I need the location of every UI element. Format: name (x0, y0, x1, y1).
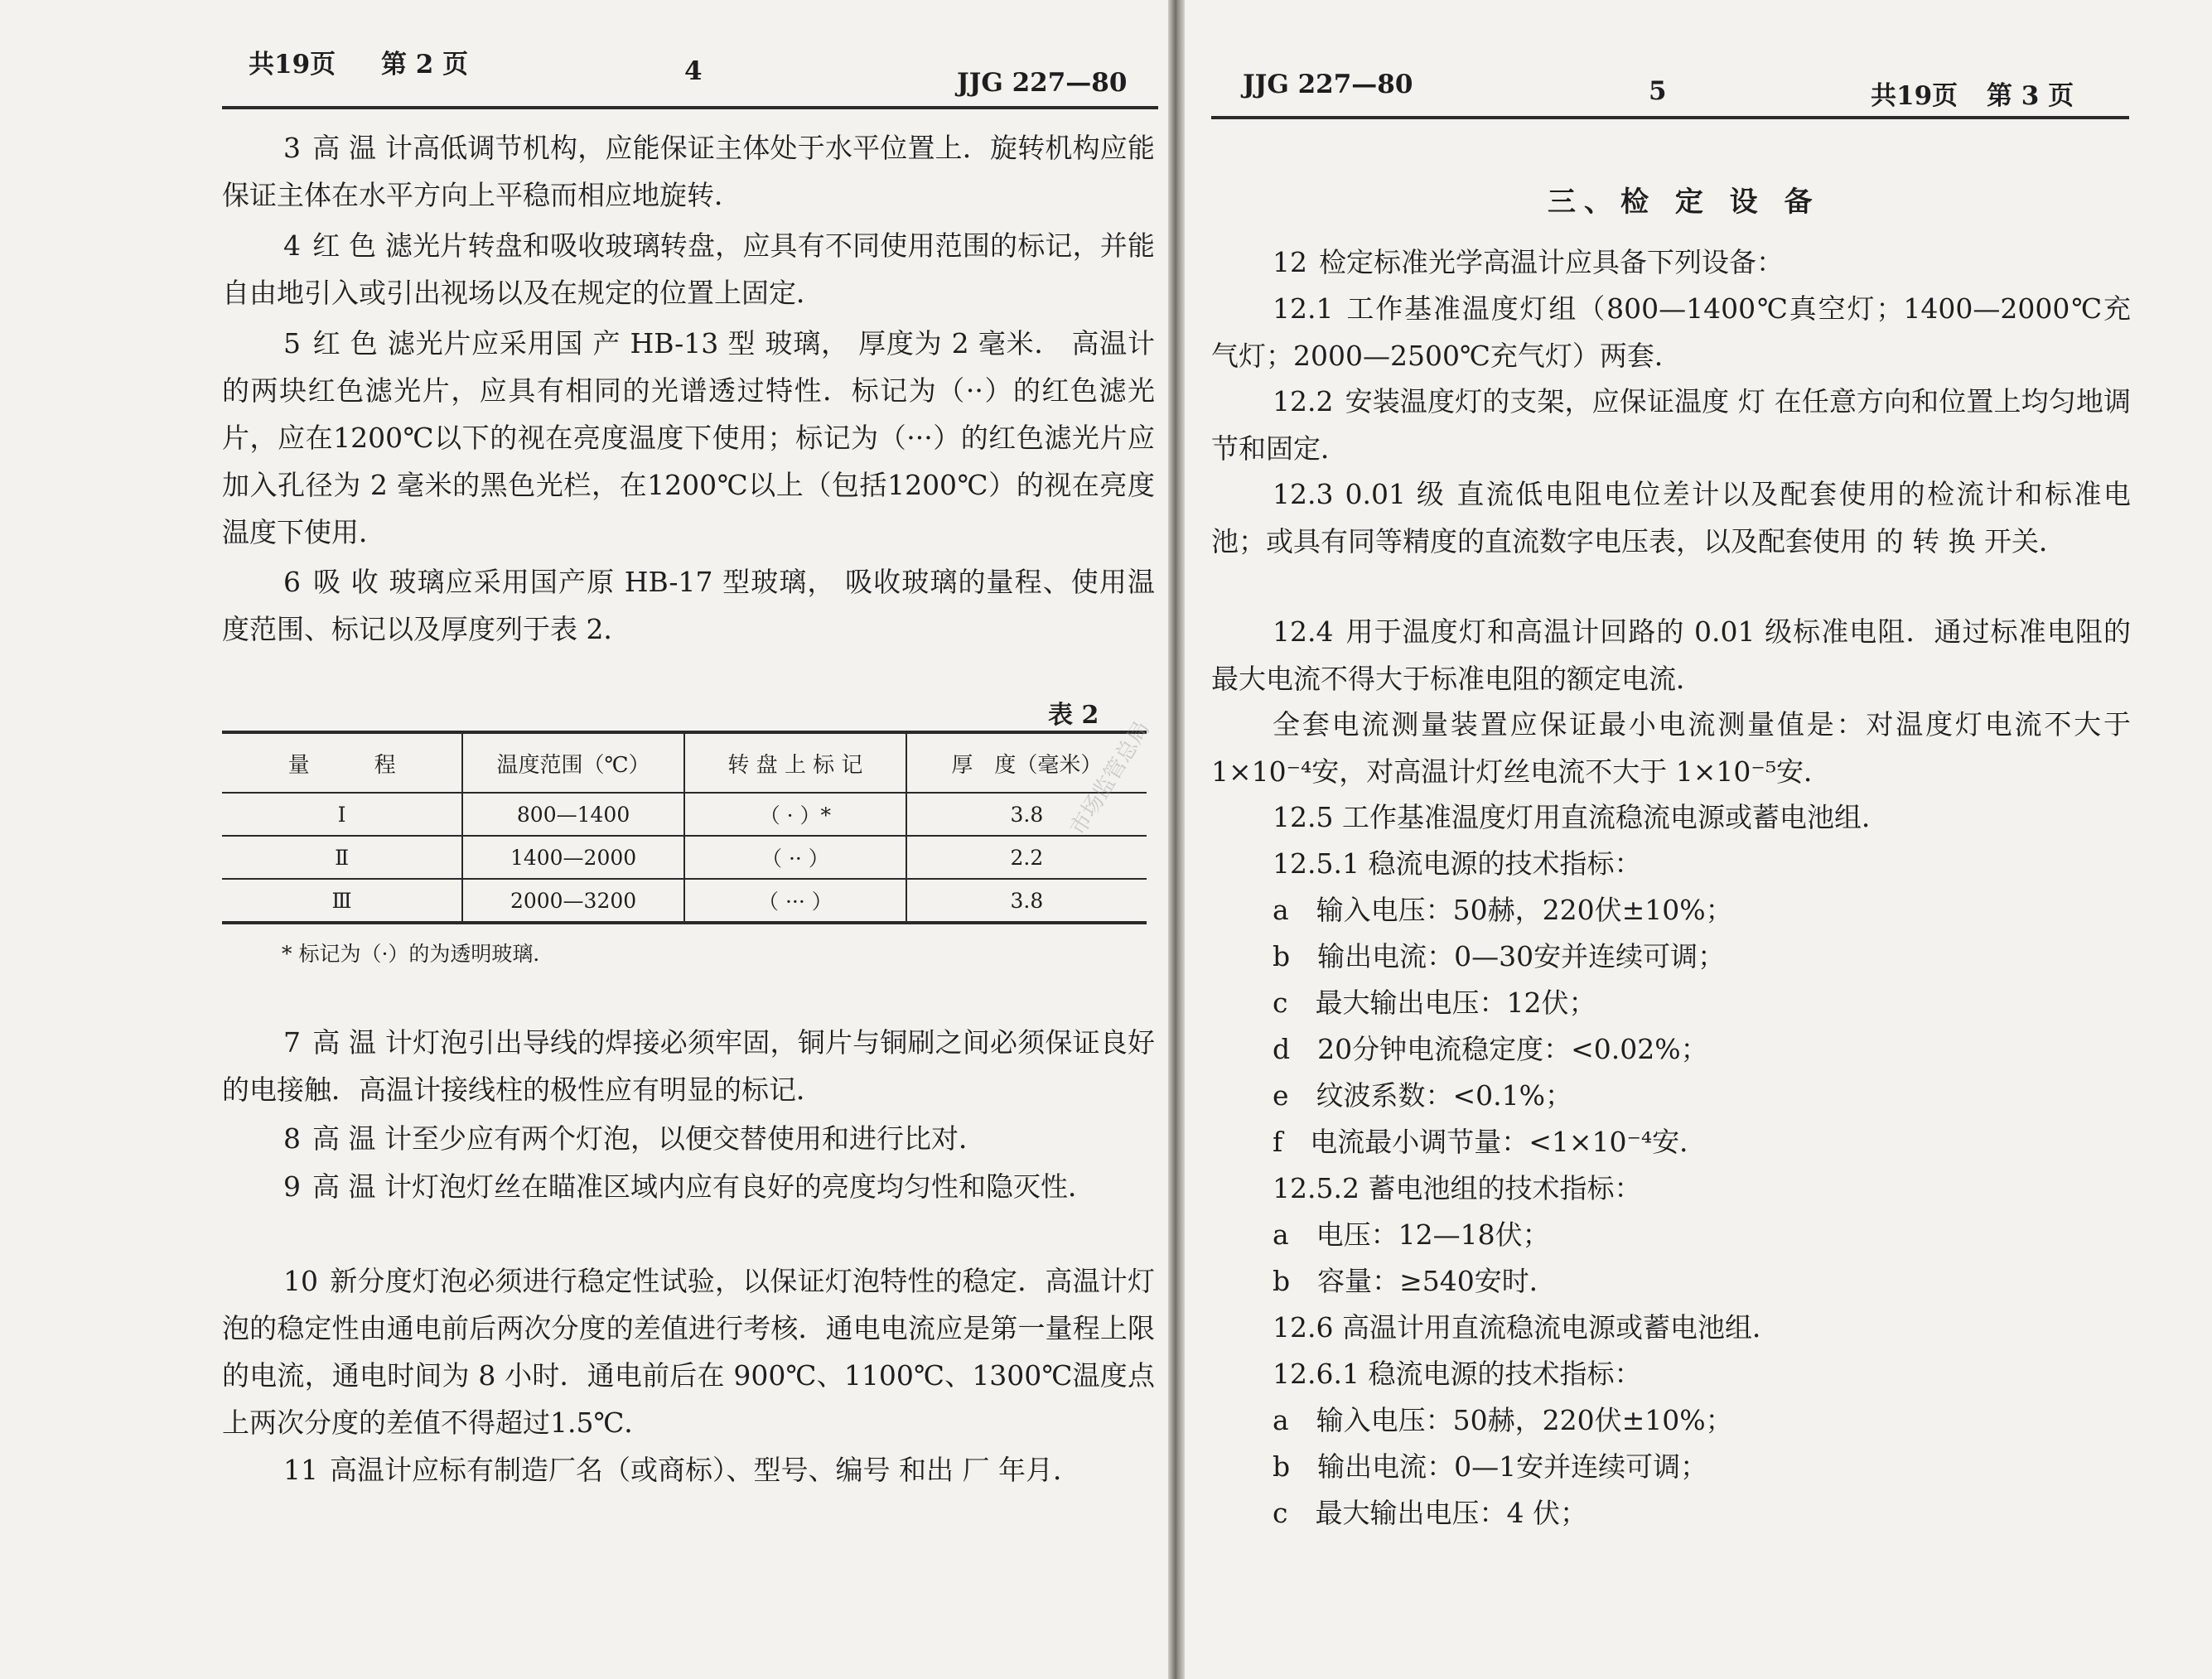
list-item: c 最大输出电压：4 伏； (1273, 1497, 1587, 1529)
list-item: 12.5 工作基准温度灯用直流稳流电源或蓄电池组． (1273, 801, 1889, 833)
list-item: a 输入电压：50赫，220伏±10%； (1273, 894, 1733, 926)
list-item: e 纹波系数：<0.1%； (1273, 1079, 1573, 1112)
right-paragraph-12-2: 12.2 安装温度灯的支架，应保证温度 灯 在任意方向和位置上均匀地调节和固定． (1211, 385, 2131, 465)
list-item: 12.5.1 稳流电源的技术指标： (1273, 847, 1642, 880)
table-header-temperature: 温度范围（℃） (462, 732, 684, 793)
right-paragraph-12: 12 检定标准光学高温计应具备下列设备： (1273, 246, 1784, 278)
table-cell: （ ··· ） (684, 879, 906, 923)
table-cell: 1400—2000 (462, 836, 684, 879)
list-item: f 电流最小调节量：<1×10⁻⁴安． (1273, 1126, 1707, 1158)
table-header-thickness: 厚 度（毫米） (906, 732, 1147, 793)
right-header-rule (1211, 116, 2129, 119)
table-cell: 2.2 (906, 836, 1147, 879)
left-header-rule (222, 106, 1158, 109)
left-paragraph-6: 6 吸 收 玻璃应采用国产原 HB-17 型玻璃， 吸收玻璃的量程、使用温度范围、标记以及厚度列于表 2． (222, 566, 1155, 645)
left-paragraph-10: 10 新分度灯泡必须进行稳定性试验，以保证灯泡特性的稳定．高温计灯泡的稳定性由通电前后两次分度的差值进行考核．通电电流应是第一量程上限的电流，通电时间为 8 小时．通电前后在 900℃、1100℃、1300℃温度点上两次分度的差值不得超过1.5℃． (222, 1265, 1155, 1439)
table-footnote: * 标记为（·）的为透明玻璃． (282, 942, 554, 966)
list-item: b 容量：≥540安时． (1273, 1265, 1557, 1297)
right-page-code: JJG 227—80 (1243, 70, 1413, 99)
list-item: a 输入电压：50赫，220伏±10%； (1273, 1404, 1733, 1436)
left-paragraph-3: 3 高 温 计高低调节机构，应能保证主体处于水平位置上．旋转机构应能保证主体在水平方向上平稳而相应地旋转． (222, 132, 1155, 211)
list-item: d 20分钟电流稳定度：<0.02%； (1273, 1033, 1708, 1065)
list-item: 12.5.2 蓄电池组的技术指标： (1273, 1172, 1642, 1204)
right-paragraph-12-1: 12.1 工作基准温度灯组（800—1400℃真空灯；1400—2000℃充气灯；2000—2500℃充气灯）两套． (1211, 292, 2131, 372)
table-cell: 3.8 (906, 879, 1147, 923)
watermark-stamp: 市场监管总局 (1065, 716, 1156, 840)
left-paragraph-9: 9 高 温 计灯泡灯丝在瞄准区域内应有良好的亮度均匀性和隐灭性． (283, 1170, 1095, 1203)
table-cell: Ⅲ (331, 888, 352, 913)
right-page-page: 第 3 页 (1987, 81, 2074, 111)
section-title: 三、检 定 设 备 (1548, 186, 1821, 219)
table-caption: 表 2 (1048, 701, 1099, 730)
table-2 (222, 731, 1147, 924)
table-cell: 3.8 (906, 793, 1147, 836)
right-paragraph-12-3: 12.3 0.01 级 直流低电阻电位差计以及配套使用的检流计和标准电池；或具有同等精度的直流数字电压表，以及配套使用 的 转 换 开关． (1211, 478, 2131, 557)
left-page-page: 第 2 页 (381, 50, 469, 80)
left-page-total: 共19页 (249, 50, 336, 80)
list-item: b 输出电流：0—30安并连续可调； (1273, 940, 1726, 972)
table-header-mark: 转 盘 上 标 记 (684, 732, 906, 793)
table-header-row (222, 732, 1147, 793)
right-page-number: 5 (1649, 76, 1667, 106)
left-paragraph-11: 11 高温计应标有制造厂名（或商标）、型号、编号 和出 厂 年月． (283, 1454, 1080, 1486)
right-page (1185, 0, 2212, 1679)
table-cell: （ · ）* (684, 793, 906, 836)
list-item: c 最大输出电压：12伏； (1273, 987, 1596, 1019)
list-item: b 输出电流：0—1安并连续可调； (1273, 1450, 1708, 1483)
left-page-code: JJG 227—80 (957, 68, 1128, 98)
right-paragraph-current: 全套电流测量装置应保证最小电流测量值是：对温度灯电流不大于1×10⁻⁴安，对高温计灯丝电流不大于 1×10⁻⁵安． (1211, 708, 2131, 788)
left-paragraph-7: 7 高 温 计灯泡引出导线的焊接必须牢固，铜片与铜刷之间必须保证良好的电接触．高温计接线柱的极性应有明显的标记． (222, 1026, 1155, 1106)
left-paragraph-8: 8 高 温 计至少应有两个灯泡，以便交替使用和进行比对． (283, 1122, 986, 1155)
left-paragraph-5: 5 红 色 滤光片应采用国 产 HB-13 型 玻璃， 厚度为 2 毫米． 高温计的两块红色滤光片，应具有相同的光谱透过特性．标记为（··）的红色滤光片，应在1200℃以下的视在亮度温度下使用；标记为（···）的红色滤光片应加入孔径为 2 毫米的黑色光栏，在1200℃以上（包括1200℃）的视在亮度温度下使用． (222, 327, 1155, 548)
list-item: a 电压：12—18伏； (1273, 1218, 1550, 1251)
right-paragraph-12-4: 12.4 用于温度灯和高温计回路的 0.01 级标准电阻．通过标准电阻的最大电流不得大于标准电阻的额定电流． (1211, 615, 2131, 695)
table-header-range: 量 程 (287, 752, 396, 778)
table-row (222, 836, 1147, 879)
right-page-total: 共19页 (1871, 81, 1958, 111)
table-cell: Ⅰ (337, 802, 346, 827)
table-cell: 800—1400 (462, 793, 684, 836)
table-cell: 2000—3200 (462, 879, 684, 923)
table-row (222, 793, 1147, 836)
list-item: 12.6 高温计用直流稳流电源或蓄电池组． (1273, 1311, 1780, 1344)
left-page-number: 4 (684, 56, 703, 86)
list-item: 12.6.1 稳流电源的技术指标： (1273, 1358, 1642, 1390)
table-cell: （ ·· ） (684, 836, 906, 879)
page-gutter (1168, 0, 1185, 1679)
table-cell: Ⅱ (335, 845, 350, 870)
left-paragraph-4: 4 红 色 滤光片转盘和吸收玻璃转盘，应具有不同使用范围的标记，并能自由地引入或引出视场以及在规定的位置上固定． (222, 229, 1155, 309)
table-row (222, 879, 1147, 923)
